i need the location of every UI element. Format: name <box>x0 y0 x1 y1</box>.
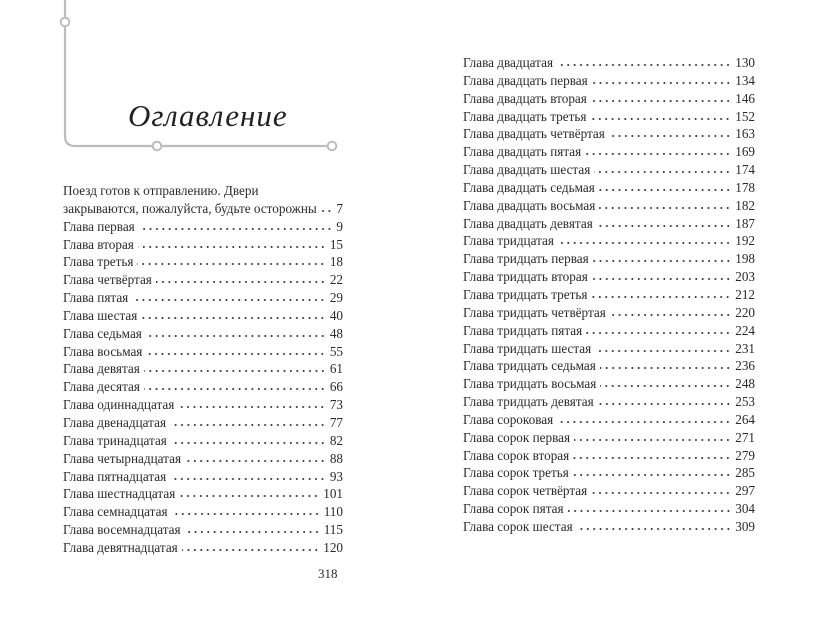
toc-entry-label: Глава одиннадцатая <box>63 397 175 413</box>
toc-entry-page: 82 <box>329 432 343 448</box>
toc-entry[interactable] <box>463 304 755 322</box>
toc-entry-page: 29 <box>329 290 343 306</box>
toc-entry[interactable] <box>463 518 755 536</box>
toc-entry-page: 220 <box>735 304 755 320</box>
toc-entry[interactable] <box>463 250 755 268</box>
toc-entry[interactable] <box>63 432 343 450</box>
toc-entry-label: Глава тридцать девятая <box>463 394 594 410</box>
toc-entry-page: 55 <box>329 343 343 359</box>
toc-entry[interactable] <box>463 340 755 358</box>
toc-entry-page: 231 <box>735 340 755 356</box>
toc-entry-page: 224 <box>735 322 755 338</box>
toc-entry-label: Глава двадцать седьмая <box>463 179 595 195</box>
toc-entry-page: 120 <box>323 539 343 555</box>
toc-entry-label: Глава сороковая <box>463 411 554 427</box>
toc-entry-label: Глава первая <box>63 218 135 234</box>
toc-entry[interactable] <box>463 232 755 250</box>
toc-entry-page: 22 <box>329 272 343 288</box>
toc-entry-label: Глава десятая <box>63 379 140 395</box>
toc-entry-label: Глава третья <box>63 254 134 270</box>
dot-leader <box>185 460 326 462</box>
toc-entry-page: 115 <box>323 522 343 538</box>
toc-entry-label: Глава сорок вторая <box>463 447 570 463</box>
dot-leader <box>185 531 320 533</box>
toc-entry-page: 134 <box>735 72 755 88</box>
toc-entry-label: Глава сорок шестая <box>463 518 573 534</box>
toc-entry[interactable] <box>63 325 343 343</box>
toc-entry-label: Глава восьмая <box>63 343 143 359</box>
toc-right-column <box>463 54 755 536</box>
dot-leader <box>558 242 731 244</box>
station-circle <box>61 18 70 27</box>
page-title: Оглавление <box>128 98 288 133</box>
toc-entry[interactable] <box>463 500 755 518</box>
dot-leader <box>600 367 731 369</box>
dot-leader <box>573 474 731 476</box>
toc-entry-label: Глава пятнадцатая <box>63 468 167 484</box>
dot-leader <box>172 513 320 515</box>
toc-entry-page: 304 <box>735 501 755 517</box>
toc-entry-label: Глава шестая <box>63 307 138 323</box>
toc-entry[interactable] <box>463 161 755 179</box>
dot-leader <box>600 385 731 387</box>
toc-entry-label: закрываются, пожалуйста, будьте осторожны <box>63 200 317 216</box>
dot-leader <box>557 64 731 66</box>
toc-entry-label: Глава двенадцатая <box>63 414 167 430</box>
toc-entry-label: Глава двадцать первая <box>463 72 588 88</box>
toc-entry-label: Глава пятая <box>63 290 129 306</box>
dot-leader <box>171 442 326 444</box>
dot-leader <box>591 492 731 494</box>
toc-entry[interactable] <box>63 539 343 557</box>
toc-entry-label: Глава четвёртая <box>63 272 152 288</box>
dot-leader <box>591 100 731 102</box>
dot-leader <box>595 350 731 352</box>
toc-entry-label: Глава тридцать вторая <box>463 269 588 285</box>
toc-entry-page: 48 <box>329 325 343 341</box>
toc-entry[interactable] <box>463 179 755 197</box>
toc-entry-page: 187 <box>735 215 755 231</box>
dot-leader <box>178 406 325 408</box>
toc-entry-label: Глава девятая <box>63 361 140 377</box>
toc-entry-label: Глава двадцатая <box>463 55 554 70</box>
toc-entry[interactable] <box>463 393 755 411</box>
dot-leader <box>179 495 319 497</box>
toc-entry-page: 130 <box>735 55 755 70</box>
toc-entry[interactable] <box>463 286 755 304</box>
dot-leader <box>156 281 326 283</box>
toc-entry[interactable] <box>463 268 755 286</box>
toc-entry-page: 88 <box>329 450 343 466</box>
toc-entry-label: Глава двадцать шестая <box>463 162 591 178</box>
toc-entry-page: 297 <box>735 483 755 499</box>
dot-leader <box>591 296 731 298</box>
toc-entry-page: 110 <box>323 504 343 520</box>
toc-entry[interactable] <box>463 197 755 215</box>
toc-entry[interactable] <box>463 54 755 72</box>
dot-leader <box>574 439 731 441</box>
toc-entry-page: 77 <box>329 414 343 430</box>
toc-entry[interactable] <box>463 215 755 233</box>
dot-leader <box>170 478 326 480</box>
toc-entry-label: Глава тридцать восьмая <box>463 376 597 392</box>
toc-entry[interactable] <box>463 375 755 393</box>
dot-leader <box>577 528 732 530</box>
toc-entry-page: 271 <box>735 429 755 445</box>
toc-entry[interactable] <box>463 447 755 465</box>
dot-leader <box>138 246 326 248</box>
toc-entry-label: Глава тридцать четвёртая <box>463 304 606 320</box>
toc-entry[interactable] <box>63 521 343 539</box>
toc-entry[interactable] <box>463 482 755 500</box>
toc-entry-page: 285 <box>735 465 755 481</box>
toc-entry-label: Глава седьмая <box>63 325 142 341</box>
toc-entry-label: Глава тридцать первая <box>463 251 589 267</box>
toc-entry-label: Глава вторая <box>63 236 134 252</box>
station-circle <box>153 142 162 151</box>
toc-entry[interactable] <box>463 108 755 126</box>
toc-entry[interactable] <box>63 360 343 378</box>
dot-leader <box>139 228 333 230</box>
toc-entry-page: 163 <box>735 126 755 142</box>
toc-entry-page: 66 <box>329 379 343 395</box>
toc-entry-page: 101 <box>323 486 343 502</box>
toc-entry-page: 309 <box>735 518 755 534</box>
dot-leader <box>141 317 326 319</box>
dot-leader <box>590 118 731 120</box>
toc-entry-label: Глава тринадцатая <box>63 432 167 448</box>
dot-leader <box>568 510 732 512</box>
toc-entry[interactable] <box>463 322 755 340</box>
toc-entry-page: 279 <box>735 447 755 463</box>
toc-entry-label: Глава тридцать шестая <box>463 340 592 356</box>
toc-entry-label: Глава тридцать седьмая <box>463 358 596 374</box>
toc-entry-page: 248 <box>735 376 755 392</box>
toc-entry-page: 236 <box>735 358 755 374</box>
toc-entry-page: 198 <box>735 251 755 267</box>
toc-entry-label: Глава двадцать девятая <box>463 215 593 231</box>
toc-entry[interactable] <box>63 450 343 468</box>
dot-leader <box>137 263 325 265</box>
toc-entry-page: 40 <box>329 307 343 323</box>
toc-entry[interactable] <box>63 485 343 503</box>
toc-entry[interactable] <box>463 357 755 375</box>
toc-intro-line1: Поезд готов к отправлению. Двери <box>63 183 259 198</box>
dot-leader <box>599 189 731 191</box>
toc-entry-label: Глава девятнадцатая <box>63 539 178 555</box>
toc-entry[interactable] <box>63 218 343 236</box>
dot-leader <box>557 421 731 423</box>
toc-entry[interactable] <box>63 378 343 396</box>
toc-entry-page: 182 <box>735 197 755 213</box>
toc-entry[interactable] <box>63 414 343 432</box>
dot-leader <box>597 225 731 227</box>
toc-entry[interactable] <box>463 464 755 482</box>
toc-left-column <box>63 182 343 557</box>
toc-entry-page: 169 <box>735 144 755 160</box>
toc-entry[interactable] <box>63 503 343 521</box>
toc-entry[interactable] <box>63 289 343 307</box>
toc-entry-page: 264 <box>735 411 755 427</box>
toc-entry-page: 192 <box>735 233 755 249</box>
dot-leader <box>146 353 325 355</box>
toc-entry-page: 152 <box>735 108 755 124</box>
toc-entry-label: Глава семнадцатая <box>63 504 168 520</box>
toc-entry-page: 178 <box>735 179 755 195</box>
toc-entry-page: 7 <box>336 200 343 216</box>
metro-line-decoration <box>0 0 360 160</box>
toc-entry[interactable] <box>63 236 343 254</box>
toc-entry[interactable] <box>463 429 755 447</box>
dot-leader <box>609 135 731 137</box>
toc-entry[interactable] <box>63 468 343 486</box>
toc-entry-label: Глава двадцать четвёртая <box>463 126 605 142</box>
toc-entry-page: 93 <box>329 468 343 484</box>
page-number: 318 <box>318 566 338 581</box>
dot-leader <box>321 210 333 212</box>
toc-entry[interactable] <box>463 125 755 143</box>
dot-leader <box>598 403 731 405</box>
dot-leader <box>182 549 319 551</box>
toc-entry-page: 9 <box>336 218 343 234</box>
dot-leader <box>586 332 731 334</box>
toc-entry-page: 174 <box>735 162 755 178</box>
dot-leader <box>573 457 731 459</box>
toc-entry-page: 212 <box>735 286 755 302</box>
toc-entry[interactable] <box>63 253 343 271</box>
toc-entry[interactable] <box>63 271 343 289</box>
toc-entry-label: Глава тридцать пятая <box>463 322 583 338</box>
toc-entry-label: Глава двадцать третья <box>463 108 587 124</box>
dot-leader <box>132 299 326 301</box>
dot-leader <box>599 207 731 209</box>
toc-entry[interactable] <box>463 72 755 90</box>
toc-entry-label: Глава шестнадцатая <box>63 486 176 502</box>
dot-leader <box>594 171 731 173</box>
toc-entry-label: Глава двадцать восьмая <box>463 197 596 213</box>
toc-entry-label: Глава восемнадцатая <box>63 522 181 538</box>
toc-entry[interactable] <box>63 343 343 361</box>
dot-leader <box>146 335 326 337</box>
dot-leader <box>592 278 731 280</box>
toc-entry[interactable] <box>63 307 343 325</box>
toc-entry-label: Глава сорок первая <box>463 429 571 445</box>
toc-entry-page: 253 <box>735 394 755 410</box>
toc-entry-label: Глава сорок пятая <box>463 501 564 517</box>
toc-entry-intro[interactable] <box>63 200 343 218</box>
toc-entry-page: 146 <box>735 90 755 106</box>
toc-entry-page: 15 <box>329 236 343 252</box>
toc-entry-label: Глава тридцатая <box>463 233 554 249</box>
dot-leader <box>585 153 731 155</box>
toc-entry-label: Глава двадцать пятая <box>463 144 582 160</box>
dot-leader <box>144 388 326 390</box>
dot-leader <box>593 260 732 262</box>
station-circle <box>328 142 337 151</box>
toc-entry[interactable] <box>463 143 755 161</box>
toc-entry[interactable] <box>63 396 343 414</box>
toc-entry[interactable] <box>463 411 755 429</box>
dot-leader <box>592 82 732 84</box>
toc-entry-label: Глава двадцать вторая <box>463 90 587 106</box>
toc-entry-label: Глава сорок третья <box>463 465 569 481</box>
dot-leader <box>144 370 326 372</box>
toc-entry-page: 203 <box>735 269 755 285</box>
toc-entry-page: 73 <box>329 397 343 413</box>
toc-entry-label: Глава тридцать третья <box>463 286 588 302</box>
toc-entry-page: 18 <box>329 254 343 270</box>
dot-leader <box>170 424 326 426</box>
toc-entry-label: Глава сорок четвёртая <box>463 483 588 499</box>
dot-leader <box>610 314 731 316</box>
toc-entry-page: 61 <box>329 361 343 377</box>
toc-entry-label: Глава четырнадцатая <box>63 450 182 466</box>
toc-entry[interactable] <box>463 90 755 108</box>
